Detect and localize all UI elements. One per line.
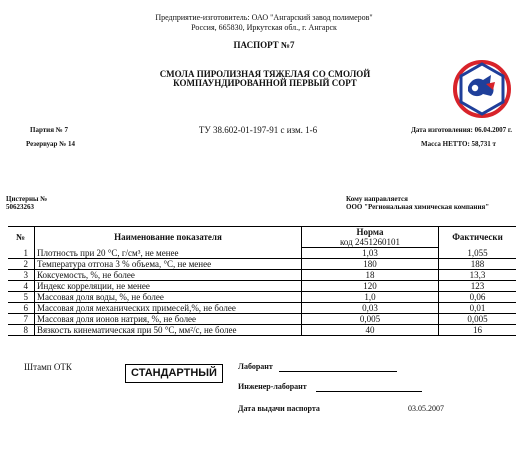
table-row [8, 248, 516, 259]
col-norm-code: код 2451260101 [302, 237, 439, 248]
sent-to-label: Кому направляется [346, 195, 408, 203]
row-fact-value: 0,01 [439, 303, 517, 314]
reservoir-number: Резервуар № 14 [26, 140, 75, 148]
row-parameter-name: Вязкость кинематическая при 50 °С, мм²/с, не более [35, 325, 302, 336]
address-line: Россия, 665830, Иркутская обл., г. Ангарск [191, 23, 337, 32]
row-norm-value: 180 [302, 259, 439, 270]
parameters-table [8, 226, 516, 336]
table-header-row [8, 227, 516, 238]
row-parameter-name: Массовая доля воды, %, не более [35, 292, 302, 303]
row-norm-value: 18 [302, 270, 439, 281]
party-number: Партия № 7 [30, 126, 69, 134]
row-norm-value: 120 [302, 281, 439, 292]
tech-spec: ТУ 38.602-01-197-91 с изм. 1-6 [198, 125, 318, 135]
row-fact-value: 0,005 [439, 314, 517, 325]
otk-stamp-label: Штамп ОТК [24, 362, 72, 372]
product-name-line1: СМОЛА ПИРОЛИЗНАЯ ТЯЖЕЛАЯ СО СМОЛОЙ [159, 69, 371, 79]
product-name-line2: КОМПАУНДИРОВАННОЙ ПЕРВЫЙ СОРТ [173, 78, 357, 88]
row-norm-value: 0,03 [302, 303, 439, 314]
row-fact-value: 188 [439, 259, 517, 270]
row-norm-value: 1,0 [302, 292, 439, 303]
issue-date: 03.05.2007 [408, 404, 444, 413]
row-parameter-name: Массовая доля механических примесей,%, не более [35, 303, 302, 314]
company-logo-icon [453, 60, 511, 118]
table-row [8, 303, 516, 314]
row-norm-value: 1,03 [302, 248, 439, 259]
row-parameter-name: Индекс корреляции, не менее [35, 281, 302, 292]
standard-stamp: СТАНДАРТНЫЙ [125, 364, 223, 383]
row-norm-value: 40 [302, 325, 439, 336]
tanks-number: 50623263 [6, 203, 34, 211]
table-row [8, 281, 516, 292]
col-norm-header: Норма [302, 227, 439, 238]
row-fact-value: 123 [439, 281, 517, 292]
issue-date-label: Дата выдачи паспорта [238, 404, 320, 413]
row-parameter-name: Коксуемость, %, не более [35, 270, 302, 281]
table-row [8, 259, 516, 270]
row-number: 3 [8, 270, 35, 281]
row-number: 5 [8, 292, 35, 303]
row-number: 2 [8, 259, 35, 270]
manufacture-date: Дата изготовления: 06.04.2007 г. [411, 126, 512, 134]
col-number-header: № [8, 227, 35, 248]
row-fact-value: 0,06 [439, 292, 517, 303]
passport-title: ПАСПОРТ №7 [233, 40, 295, 50]
laborant-label: Лаборант [238, 362, 273, 371]
engineer-label: Инженер-лаборант [238, 382, 307, 391]
sent-to-company: ООО "Региональная химическая компания" [346, 203, 490, 211]
table-row [8, 325, 516, 336]
net-mass: Масса НЕТТО: 58,731 т [421, 140, 496, 148]
manufacturer-line: Предприятие-изготовитель: ОАО "Ангарский завод полимеров" [155, 13, 373, 22]
laborant-signature-line [279, 371, 397, 372]
table-row [8, 292, 516, 303]
row-norm-value: 0,005 [302, 314, 439, 325]
engineer-signature-line [316, 391, 422, 392]
col-fact-header: Фактически [439, 227, 517, 248]
col-name-header: Наименование показателя [35, 227, 302, 248]
tanks-label: Цистерны № [6, 195, 48, 203]
row-parameter-name: Температура отгона 3 % объема, °С, не менее [35, 259, 302, 270]
table-row [8, 270, 516, 281]
row-number: 1 [8, 248, 35, 259]
row-number: 8 [8, 325, 35, 336]
row-parameter-name: Массовая доля ионов натрия, %, не более [35, 314, 302, 325]
row-fact-value: 1,055 [439, 248, 517, 259]
row-number: 4 [8, 281, 35, 292]
row-parameter-name: Плотность при 20 °С, г/см³, не менее [35, 248, 302, 259]
table-row [8, 314, 516, 325]
row-fact-value: 13,3 [439, 270, 517, 281]
row-number: 6 [8, 303, 35, 314]
row-number: 7 [8, 314, 35, 325]
row-fact-value: 16 [439, 325, 517, 336]
